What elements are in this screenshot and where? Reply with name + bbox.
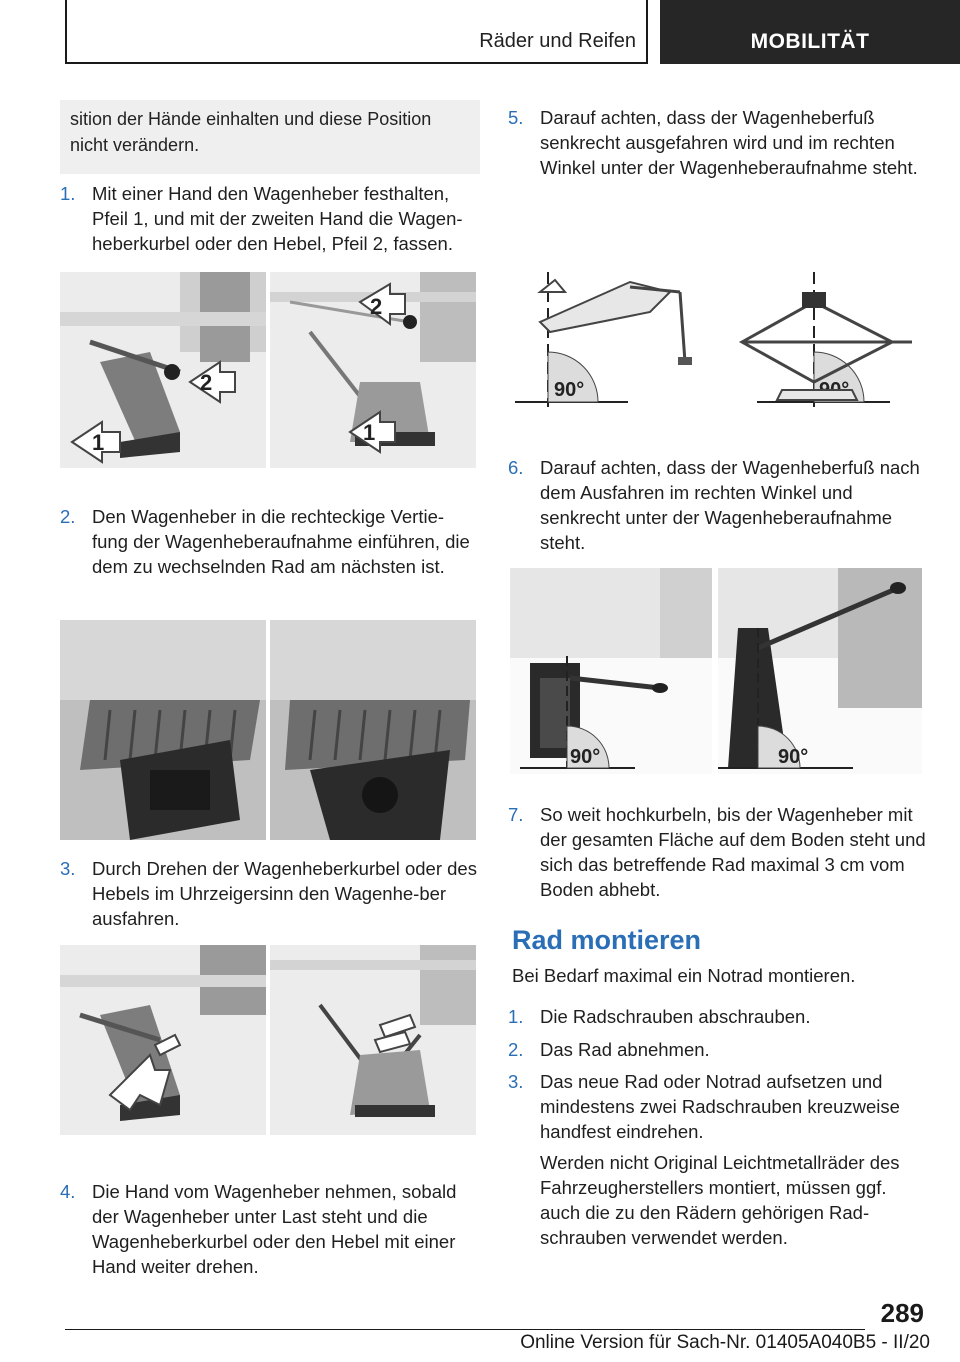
header-left-rule (65, 0, 67, 64)
footer-rule (65, 1329, 865, 1330)
step-number: 6. (508, 457, 524, 478)
online-version-link[interactable]: Online Version für Sach-Nr. 01405A040B5 - II/20 (520, 1332, 930, 1353)
step-text: Das Rad abnehmen. (540, 1039, 710, 1060)
angle-label: 90° (554, 379, 585, 401)
step-text: So weit hochkurbeln, bis der Wagenheber mit der gesamten Fläche auf dem Boden steht und sich das betreffende Rad maximal 3 cm vom Boden abhebt. (540, 804, 926, 900)
section-heading-rad-montieren: Rad montieren (512, 925, 702, 955)
step-number: 2. (60, 506, 76, 527)
figure-angle-side (510, 262, 710, 412)
intro-paragraph: Bei Bedarf maximal ein Notrad montieren. (512, 965, 856, 986)
mount-note-text: Werden nicht Original Leichtmetallräder des Fahrzeugherstellers montiert, müssen ggf. auch die zu den Rädern gehörigen Rad-schrauben verwendet werden. (540, 1152, 900, 1248)
arrow-label-1b: 1 (363, 420, 376, 445)
figure-receptacle-right (270, 620, 476, 840)
section-title: Räder und Reifen (479, 30, 636, 52)
step-1 (60, 181, 480, 256)
chapter-tab[interactable]: MOBILITÄT (660, 0, 960, 64)
step-4 (60, 1179, 480, 1279)
figure-jack-extended-left (510, 568, 712, 774)
figure-jack-hold-right (270, 272, 476, 468)
step-number: 4. (60, 1181, 76, 1202)
step-5 (508, 105, 928, 180)
figure-crank-left (60, 945, 266, 1135)
step-6 (508, 455, 928, 555)
note-box: sition der Hände einhalten und diese Position nicht verändern. (60, 100, 480, 174)
step-number: 7. (508, 804, 524, 825)
page-number: 289 (880, 1298, 924, 1328)
step-text: Den Wagenheber in die rechteckige Vertie-fung der Wagenheberaufnahme einführen, die dem zu wechselnden Rad am nächsten ist. (92, 506, 470, 577)
arrow-label-2: 2 (200, 370, 213, 395)
left-column (60, 100, 480, 174)
step-number: 1. (60, 183, 76, 204)
figure-angle-front (722, 262, 922, 412)
intro-text (512, 963, 932, 988)
figure-jack-extended-right (718, 568, 922, 774)
figure-jack-hold-left (60, 272, 266, 468)
step-7 (508, 802, 928, 902)
figure-crank-right (270, 945, 476, 1135)
step-text: Darauf achten, dass der Wagenheberfuß senkrecht ausgefahren wird und im rechten Winkel unter der Wagenheberaufnahme steht. (540, 107, 918, 178)
header-divider (646, 0, 648, 64)
step-text: Mit einer Hand den Wagenheber festhalten, Pfeil 1, und mit der zweiten Hand die Wagen-heberkurbel oder den Hebel, Pfeil 2, fassen. (92, 183, 463, 254)
step-number: 1. (508, 1006, 524, 1027)
step-text: Darauf achten, dass der Wagenheberfuß nach dem Ausfahren im rechten Winkel und senkrecht unter der Wagenheberaufnahme steht. (540, 457, 920, 553)
arrow-label-2b: 2 (370, 294, 383, 319)
step-text: Die Radschrauben abschrauben. (540, 1006, 811, 1027)
step-number: 5. (508, 107, 524, 128)
mount-step-2 (508, 1037, 928, 1062)
header-bottom-rule (65, 62, 647, 64)
step-number: 2. (508, 1039, 524, 1060)
angle-label: 90° (778, 746, 809, 768)
step-3 (60, 856, 480, 931)
arrow-label-1: 1 (92, 430, 105, 455)
mount-step-3 (508, 1069, 928, 1144)
step-2 (60, 504, 480, 579)
mount-step-1 (508, 1004, 928, 1029)
step-number: 3. (508, 1071, 524, 1092)
step-text: Die Hand vom Wagenheber nehmen, sobald der Wagenheber unter Last steht und die Wagenheberkurbel oder den Hebel mit einer Hand weiter drehen. (92, 1181, 457, 1277)
step-number: 3. (60, 858, 76, 879)
step-text: Durch Drehen der Wagenheberkurbel oder des Hebels im Uhrzeigersinn den Wagenhe-ber ausfahren. (92, 858, 477, 929)
mount-note (508, 1150, 928, 1250)
figure-receptacle-left (60, 620, 266, 840)
angle-label: 90° (570, 746, 601, 768)
step-text: Das neue Rad oder Notrad aufsetzen und mindestens zwei Radschrauben kreuzweise handfest eindrehen. (540, 1071, 900, 1142)
